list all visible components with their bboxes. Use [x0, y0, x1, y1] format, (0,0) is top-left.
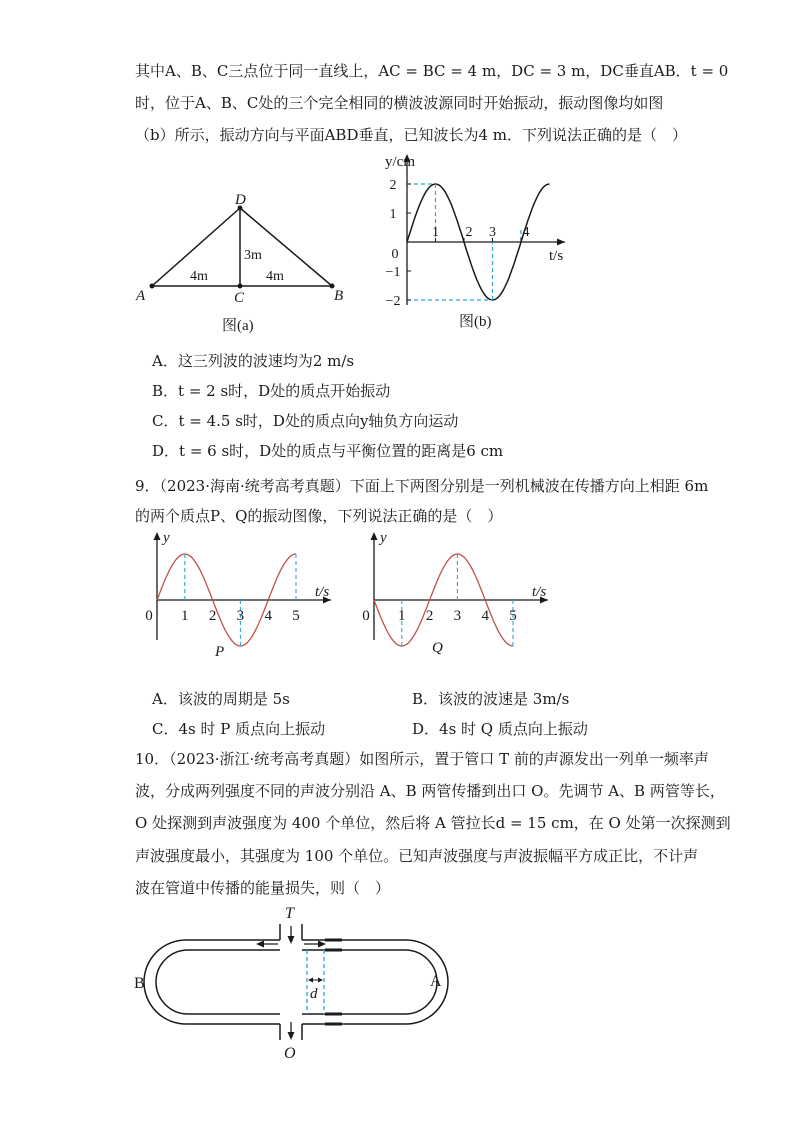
label-b: B: [334, 288, 344, 304]
figq-ylabel: y: [380, 530, 387, 546]
figure-a-caption: 图(a): [222, 318, 254, 334]
figp-xtick-label: 5: [292, 608, 300, 624]
figp-xtick-label: 4: [264, 608, 272, 624]
figure-q-chart: [352, 530, 552, 660]
figure-a-triangle: [130, 190, 360, 335]
figb-ytick-label: −1: [385, 265, 401, 280]
figq-xtick-label: 4: [481, 608, 489, 624]
figb-ylabel: y/cm: [385, 154, 415, 170]
outlet-arrow-icon: [288, 1032, 295, 1040]
figb-xtick-label: 2: [465, 225, 473, 240]
point-a: [150, 284, 155, 289]
figure-b-chart: [365, 150, 565, 335]
figb-xlabel: t/s: [549, 248, 564, 264]
figb-ytick-label: −2: [385, 294, 401, 309]
label-dc-length: 3m: [244, 248, 262, 263]
split-arrow-right-icon: [318, 941, 326, 948]
bd-line: [240, 208, 332, 286]
figure-p-chart: [135, 530, 335, 660]
label-c: C: [234, 290, 245, 306]
label-cb-length: 4m: [266, 269, 284, 284]
q10-text-line-4: 声波强度最小，其强度为 100 个单位。已知声波强度与声波振幅平方成正比，不计声: [135, 847, 699, 865]
tube-inner-wall: [156, 950, 437, 1014]
q9-text-line-1: 9．（2023·海南·统考高考真题）下面上下两图分别是一列机械波在传播方向上相距 6m: [135, 477, 709, 495]
inlet-arrow-icon: [288, 936, 295, 944]
q8-option-b[interactable]: B．t = 2 s时，D处的质点开始振动: [152, 382, 391, 400]
label-ac-length: 4m: [190, 269, 208, 284]
q8-option-d[interactable]: D．t = 6 s时，D处的质点与平衡位置的距离是6 cm: [152, 442, 504, 460]
q10-text-line-3: O 处探测到声波强度为 400 个单位，然后将 A 管拉长d = 15 cm，在 O 处第一次探测到: [135, 814, 731, 832]
q9-option-b[interactable]: B．该波的波速是 3m/s: [412, 690, 570, 708]
d-arrow-left-icon: [308, 978, 313, 983]
figq-xlabel: t/s: [532, 584, 547, 600]
q8-option-a[interactable]: A．这三列波的波速均为2 m/s: [152, 352, 355, 370]
q10-text-line-1: 10．（2023·浙江·统考高考真题）如图所示，置于管口 T 前的声源发出一列单一频率声: [135, 750, 709, 768]
figb-x-arrow: [557, 239, 565, 246]
label-t: T: [285, 905, 294, 922]
label-a: A: [136, 288, 146, 304]
q9-text-line-2: 的两个质点P、Q的振动图像，下列说法正确的是（ ）: [135, 507, 503, 525]
figp-ylabel: y: [163, 530, 170, 546]
figq-xtick-label: 5: [509, 608, 517, 624]
q8-text-line-1: 其中A、B、C三点位于同一直线上，AC = BC = 4 m，DC = 3 m，DC垂直AB．t = 0: [135, 62, 729, 80]
figq-xtick-label: 3: [453, 608, 462, 624]
figp-xtick-label: 1: [181, 608, 189, 624]
q10-text-line-2: 波，分成两列强度不同的声波分别沿 A、B 两管传播到出口 O。先调节 A、B 两管等长，: [135, 782, 725, 800]
label-b-tube: B: [134, 975, 145, 992]
figb-xtick-label: 1: [432, 225, 439, 240]
point-c: [238, 284, 243, 289]
label-o: O: [284, 1045, 296, 1062]
figq-y-arrow: [371, 532, 378, 540]
q9-option-d[interactable]: D．4s 时 Q 质点向上振动: [412, 720, 588, 738]
d-arrow-right-icon: [318, 978, 323, 983]
figp-xlabel: t/s: [315, 584, 330, 600]
q9-option-a[interactable]: A．该波的周期是 5s: [152, 690, 290, 708]
figure-p-caption: P: [215, 644, 225, 660]
figq-xtick-label: 0: [362, 608, 370, 624]
label-d: D: [235, 192, 246, 208]
figb-ytick-label: 0: [391, 247, 399, 262]
figq-xtick-label: 1: [398, 608, 406, 624]
figp-y-arrow: [154, 532, 161, 540]
figure-b-caption: 图(b): [459, 314, 492, 330]
figb-ytick-label: 2: [389, 178, 397, 193]
q8-option-c[interactable]: C．t = 4.5 s时，D处的质点向y轴负方向运动: [152, 412, 459, 430]
split-arrow-left-icon: [256, 941, 264, 948]
q8-text-line-3: （b）所示，振动方向与平面ABD垂直，已知波长为4 m．下列说法正确的是（ ）: [135, 126, 688, 144]
figb-ytick-label: 1: [389, 207, 397, 222]
figp-xtick-label: 0: [145, 608, 153, 624]
figb-xtick-label: 4: [522, 225, 530, 240]
q8-text-line-2: 时，位于A、B、C处的三个完全相同的横波波源同时开始振动，振动图像均如图: [135, 94, 664, 112]
q10-text-line-5: 波在管道中传播的能量损失，则（ ）: [135, 879, 391, 897]
figb-xtick-label: 3: [489, 225, 496, 240]
figq-xtick-label: 2: [425, 608, 434, 624]
label-d-distance: d: [310, 986, 318, 1002]
figp-xtick-label: 3: [236, 608, 245, 624]
figure-q-caption: Q: [432, 640, 443, 656]
label-a-tube: A: [430, 973, 442, 990]
tube-outer-wall: [144, 940, 448, 1024]
figure-tube-diagram: [130, 900, 460, 1065]
q9-option-c[interactable]: C．4s 时 P 质点向上振动: [152, 720, 326, 738]
figp-xtick-label: 2: [208, 608, 217, 624]
